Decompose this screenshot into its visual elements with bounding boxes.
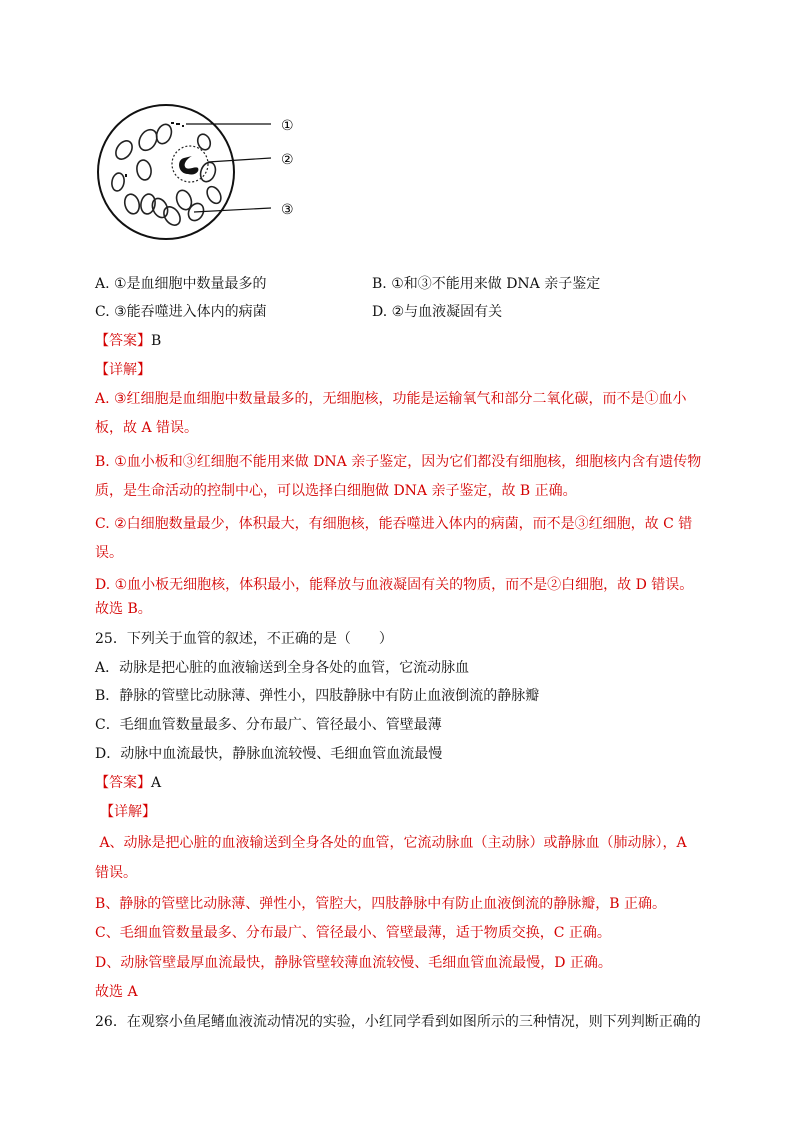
label-3: ③ <box>281 202 294 218</box>
label-1: ① <box>281 118 294 134</box>
q25-conclusion: 故选 A <box>95 984 138 1000</box>
q24-detail-tag: 【详解】 <box>95 362 151 378</box>
q25-answer <box>95 773 161 793</box>
q25-expl-line: A、动脉是把心脏的血液输送到全身各处的血管，它流动脉血（主动脉）或静脉血（肺动脉），A <box>95 835 687 851</box>
q24-conclusion: 故选 B。 <box>95 601 152 617</box>
answer-value: A <box>151 775 162 791</box>
q25-expl-line: C、毛细血管数量最多、分布最广、管径最小、管壁最薄，适于物质交换，C 正确。 <box>95 925 611 941</box>
q25-option-b: B．静脉的管壁比动脉薄、弹性小，四肢静脉中有防止血液倒流的静脉瓣 <box>95 688 540 704</box>
red-blood-cells <box>111 122 224 228</box>
q25-option-a: A．动脉是把心脏的血液输送到全身各处的血管，它流动脉血 <box>95 660 470 676</box>
blood-cell-figure <box>96 100 326 250</box>
answer-tag: 【答案】 <box>95 333 151 349</box>
q25-expl-line: 错误。 <box>95 865 137 881</box>
answer-value: B <box>151 333 162 349</box>
q24-option-c: C. ③能吞噬进入体内的病菌 <box>95 304 267 320</box>
q25-detail-tag: 【详解】 <box>100 804 156 820</box>
q24-option-d: D. ②与血液凝固有关 <box>372 304 503 320</box>
answer-tag: 【答案】 <box>95 775 151 791</box>
blood-smear-diagram <box>96 100 326 250</box>
q25-expl-line: B、静脉的管壁比动脉薄、弹性小，管腔大，四肢静脉中有防止血液倒流的静脉瓣，B 正确。 <box>95 896 667 912</box>
q24-expl-line: C. ②白细胞数量最少，体积最大，有细胞核，能吞噬进入体内的病菌，而不是③红细胞，故 C 错 <box>95 516 693 532</box>
white-blood-cell <box>172 146 208 182</box>
q25-option-d: D．动脉中血流最快，静脉血流较慢、毛细血管血流最慢 <box>95 746 443 762</box>
q24-expl-line: 误。 <box>95 545 123 561</box>
q24-expl-line: D. ①血小板无细胞核，体积最小，能释放与血液凝固有关的物质，而不是②白细胞，故 D 错误。 <box>95 577 694 593</box>
q24-expl-line: A. ③红细胞是血细胞中数量最多的，无细胞核，功能是运输氧气和部分二氧化碳，而不是①血小 <box>95 391 687 407</box>
label-2: ② <box>281 152 294 168</box>
q25-stem: 25．下列关于血管的叙述，不正确的是（ ） <box>95 631 393 647</box>
q24-expl-line: B. ①血小板和③红细胞不能用来做 DNA 亲子鉴定，因为它们都没有细胞核，细胞核内含有遗传物 <box>95 454 702 470</box>
q24-expl-line: 板，故 A 错误。 <box>95 420 199 436</box>
q25-expl-line: D、动脉管壁最厚血流最快，静脉管壁较薄血流较慢、毛细血管血流最慢，D 正确。 <box>95 955 612 971</box>
q24-option-b: B. ①和③不能用来做 DNA 亲子鉴定 <box>372 276 601 292</box>
q26-stem: 26．在观察小鱼尾鳍血液流动情况的实验，小红同学看到如图所示的三种情况，则下列判断正确的 <box>95 1014 701 1030</box>
q25-option-c: C．毛细血管数量最多、分布最广、管径最小、管壁最薄 <box>95 717 442 733</box>
q24-option-a: A. ①是血细胞中数量最多的 <box>95 276 267 292</box>
q24-answer <box>95 331 161 351</box>
q24-expl-line: 质，是生命活动的控制中心，可以选择白细胞做 DNA 亲子鉴定，故 B 正确。 <box>95 483 577 499</box>
